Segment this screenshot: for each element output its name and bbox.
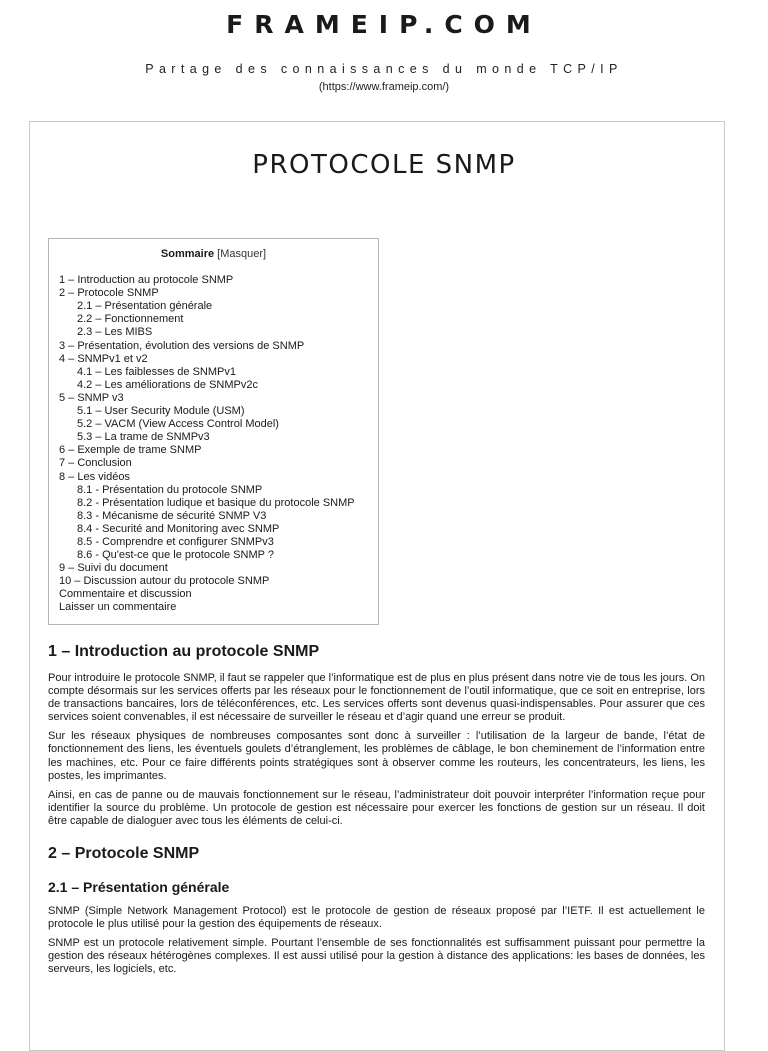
subsection-heading-presentation: 2.1 – Présentation générale xyxy=(48,879,230,896)
toc-toggle-link[interactable]: [Masquer] xyxy=(217,248,267,260)
toc-link[interactable]: 4.2 – Les améliorations de SNMPv2c xyxy=(77,378,258,391)
toc-link[interactable]: 4.1 – Les faiblesses de SNMPv1 xyxy=(77,365,236,378)
toc-item xyxy=(59,510,378,523)
toc-item xyxy=(59,444,378,457)
paragraph: SNMP (Simple Network Management Protocol) est le protocole de gestion de réseaux proposé par l’IETF. Il est actuellement le protocole le plus utilisé pour la gestion des équipements de réseaux. xyxy=(48,905,705,931)
toc-item xyxy=(59,601,378,614)
toc-link[interactable]: 5.3 – La trame de SNMPv3 xyxy=(77,431,210,444)
toc-link[interactable]: 8.5 - Comprendre et configurer SNMPv3 xyxy=(77,535,274,548)
toc-item xyxy=(59,575,378,588)
toc-item xyxy=(59,418,378,431)
toc-item xyxy=(59,523,378,536)
toc-item xyxy=(59,392,378,405)
toc-item xyxy=(59,379,378,392)
toc-item xyxy=(59,431,378,444)
site-url[interactable]: (https://www.frameip.com/) xyxy=(318,81,450,93)
page-title: PROTOCOLE SNMP xyxy=(252,150,516,180)
toc-item xyxy=(59,405,378,418)
toc-link[interactable]: 8.6 - Qu'est-ce que le protocole SNMP ? xyxy=(77,549,274,562)
site-tagline: Partage des connaissances du monde TCP/IP xyxy=(145,62,623,76)
toc-item xyxy=(59,300,378,313)
toc-item xyxy=(59,313,378,326)
paragraph: Ainsi, en cas de panne ou de mauvais fonctionnement sur le réseau, l’administrateur doit pouvoir interpréter l’information reçue pour identifier la source du problème. Un protocole de gestion est nécessaire pour exercer les fonctions de gestion sur un réseau. Il doit être capable de dialoguer avec tous les éléments de celui-ci. xyxy=(48,788,705,827)
toc-link[interactable]: Commentaire et discussion xyxy=(59,588,192,601)
toc-link[interactable]: 8.1 - Présentation du protocole SNMP xyxy=(77,483,263,496)
paragraph: Pour introduire le protocole SNMP, il faut se rappeler que l’informatique est de plus en plus présent dans notre vie de tous les jours. On compte désormais sur les services offerts par les réseaux pour le fonctionnement de l’outil informatique, que ce soit en entreprise, lors de transactions bancaires, lors de téléconférences, etc. Les services offerts sont devenus quasi-indispensables. Pour assurer que ces services soient convenables, il est nécessaire de surveiller le réseau et d’agir quand une erreur se produit. xyxy=(48,672,705,724)
toc-item xyxy=(59,484,378,497)
toc-link[interactable]: 8.2 - Présentation ludique et basique du protocole SNMP xyxy=(77,496,355,509)
toc-item xyxy=(59,536,378,549)
section-heading-introduction: 1 – Introduction au protocole SNMP xyxy=(48,643,320,660)
toc-item xyxy=(59,274,378,287)
toc-link[interactable]: 8.4 - Securité and Monitoring avec SNMP xyxy=(77,522,280,535)
toc-link[interactable]: 3 – Présentation, évolution des versions de SNMP xyxy=(59,339,305,352)
paragraph: Sur les réseaux physiques de nombreuses composantes sont donc à surveiller : l’utilisation de la largeur de bande, l’état de fonctionnement des liens, les éventuels goulets d’étranglement, les problèmes de câblage, le bon cheminement de l’information entre les machines, etc. Pour ce faire différents points stratégiques sont à observer comme les routeurs, les concentrateurs, les liens, les postes, les imprimantes. xyxy=(48,730,705,782)
toc-item xyxy=(59,287,378,300)
toc-list xyxy=(49,274,378,614)
toc-link[interactable]: 6 – Exemple de trame SNMP xyxy=(59,444,202,457)
toc-item xyxy=(59,562,378,575)
site-title[interactable]: FRAMEIP.COM xyxy=(226,10,542,39)
toc-item xyxy=(59,471,378,484)
toc-item xyxy=(59,497,378,510)
toc-item xyxy=(59,457,378,470)
toc-header xyxy=(49,248,378,261)
toc-link[interactable]: 8 – Les vidéos xyxy=(59,470,130,483)
toc-title: Sommaire xyxy=(160,248,215,260)
toc-link[interactable]: 2.1 – Présentation générale xyxy=(77,300,213,313)
toc-link[interactable]: 9 – Suivi du document xyxy=(59,562,168,575)
toc-link[interactable]: 2 – Protocole SNMP xyxy=(59,287,159,300)
section-heading-protocole: 2 – Protocole SNMP xyxy=(48,845,200,863)
toc-item xyxy=(59,326,378,339)
toc-link[interactable]: 4 – SNMPv1 et v2 xyxy=(59,352,148,365)
toc-item xyxy=(59,366,378,379)
toc-link[interactable]: 2.3 – Les MIBS xyxy=(77,326,153,339)
toc-link[interactable]: 10 – Discussion autour du protocole SNMP xyxy=(59,575,270,588)
toc-link[interactable]: 5.1 – User Security Module (USM) xyxy=(77,405,245,418)
toc-link[interactable]: 5.2 – VACM (View Access Control Model) xyxy=(77,418,279,431)
toc-link[interactable]: 1 – Introduction au protocole SNMP xyxy=(59,274,234,287)
table-of-contents xyxy=(48,238,379,625)
toc-item xyxy=(59,353,378,366)
article-content xyxy=(48,642,705,983)
toc-item xyxy=(59,588,378,601)
toc-link[interactable]: 7 – Conclusion xyxy=(59,457,132,470)
toc-item xyxy=(59,340,378,353)
toc-link[interactable]: 2.2 – Fonctionnement xyxy=(77,313,184,326)
toc-link[interactable]: 8.3 - Mécanisme de sécurité SNMP V3 xyxy=(77,509,267,522)
toc-link[interactable]: Laisser un commentaire xyxy=(59,601,177,614)
paragraph: SNMP est un protocole relativement simple. Pourtant l’ensemble de ses fonctionnalités est suffisamment puissant pour permettre la gestion des réseaux hétérogènes complexes. Il est aussi utilisé pour la gestion à distance des applications: les bases de données, les serveurs, les logiciels, etc. xyxy=(48,937,705,976)
toc-item xyxy=(59,549,378,562)
toc-link[interactable]: 5 – SNMP v3 xyxy=(59,391,124,404)
